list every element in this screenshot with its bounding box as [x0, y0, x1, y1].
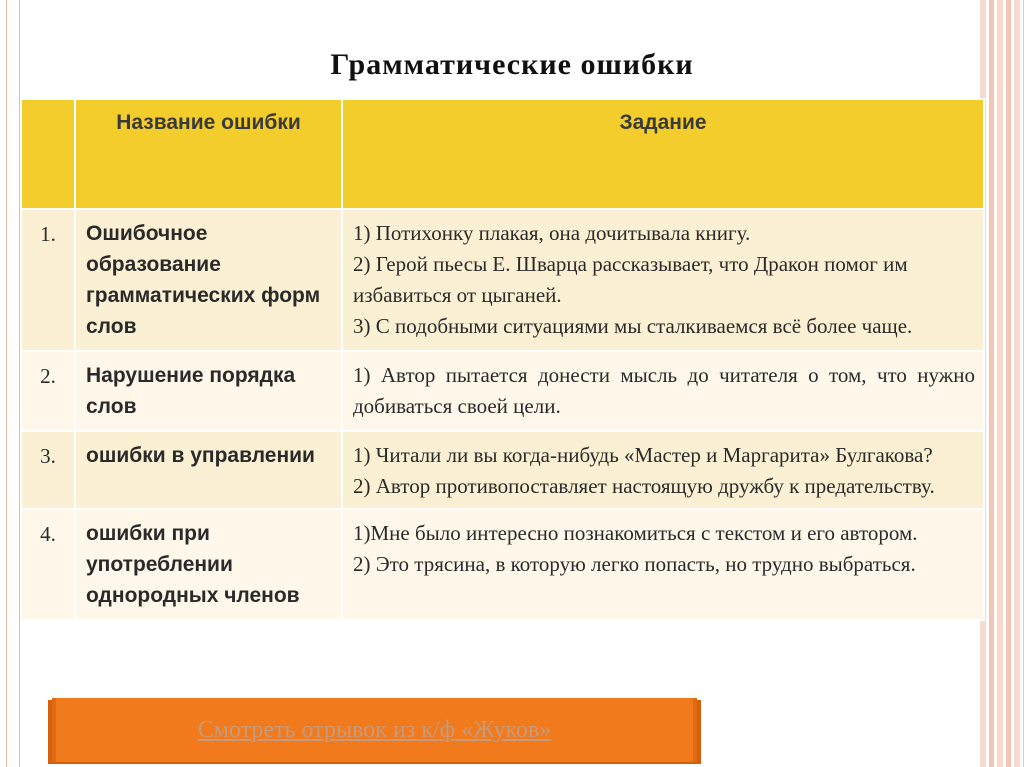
table-row: [21, 351, 984, 431]
error-name: ошибки в управлении: [75, 431, 342, 509]
task-item: 1) Потихонку плакая, она дочитывала книгу.: [353, 221, 751, 245]
table-row: [21, 509, 984, 620]
page-title: Грамматические ошибки: [330, 48, 694, 81]
task-item: 1) Автор пытается донести мысль до читателя о том, что нужно добиваться своей цели.: [353, 363, 975, 418]
row-number: 4.: [21, 509, 75, 620]
right-stripe-decoration: [980, 0, 1024, 767]
header-error-name: Название ошибки: [75, 99, 342, 209]
task-item: 2) Это трясина, в которую легко попасть, но трудно выбраться.: [353, 552, 916, 576]
error-name: Ошибочное образование грамматических форм слов: [75, 209, 342, 351]
table-header-row: [21, 99, 984, 209]
error-name: Нарушение порядка слов: [75, 351, 342, 431]
header-task: Задание: [342, 99, 984, 209]
task-item: 1)Мне было интересно познакомиться с текстом и его автором.: [353, 521, 918, 545]
row-number: 3.: [21, 431, 75, 509]
task-item: 2) Герой пьесы Е. Шварца рассказывает, что Дракон помог им избавиться от цыганей.: [353, 252, 908, 307]
task-item: 2) Автор противопоставляет настоящую дружбу к предательству.: [353, 474, 935, 498]
task-cell: [342, 509, 984, 620]
row-number: 2.: [21, 351, 75, 431]
table-row: [21, 431, 984, 509]
table-row: [21, 209, 984, 351]
task-cell: [342, 209, 984, 351]
header-number: [21, 99, 75, 209]
task-item: 1) Читали ли вы когда-нибудь «Мастер и Маргарита» Булгакова?: [353, 443, 933, 467]
error-name: ошибки при употреблении однородных членов: [75, 509, 342, 620]
task-item: 3) С подобными ситуациями мы сталкиваемся всё более чаще.: [353, 314, 913, 338]
task-cell: [342, 351, 984, 431]
watch-film-excerpt-link[interactable]: Смотреть отрывок из к/ф «Жуков»: [52, 698, 697, 762]
left-frame-decoration: [6, 0, 20, 767]
task-cell: [342, 431, 984, 509]
row-number: 1.: [21, 209, 75, 351]
errors-table: [20, 98, 985, 621]
